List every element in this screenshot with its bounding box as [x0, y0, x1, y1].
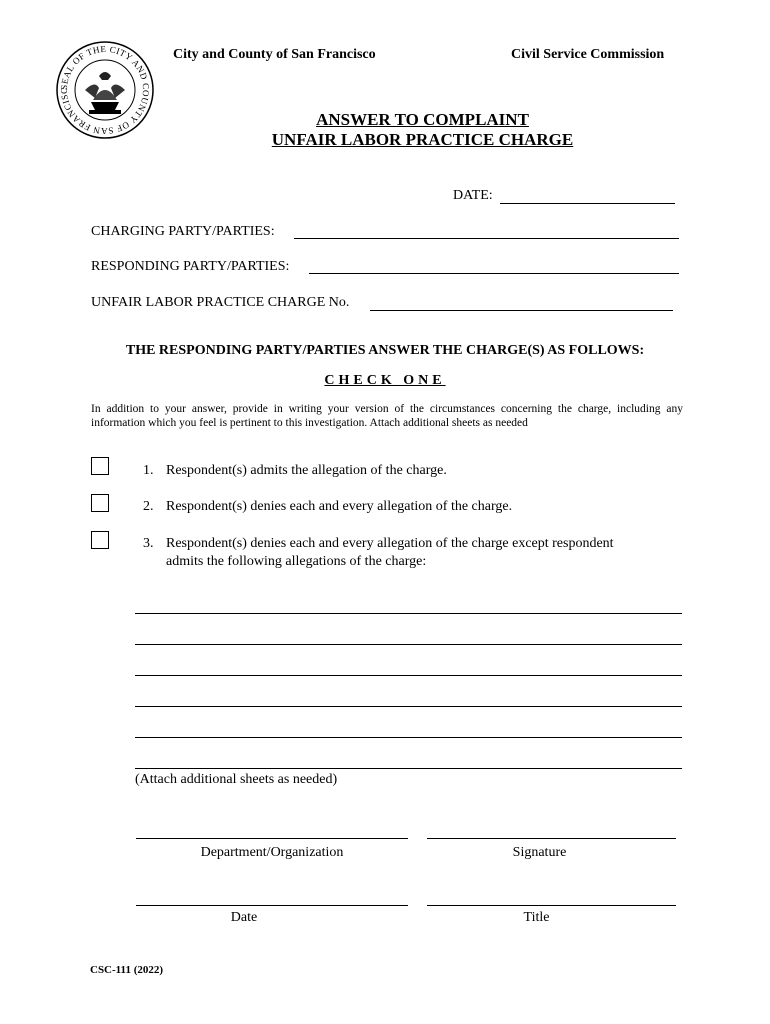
date-label: DATE:: [453, 188, 493, 203]
check-one-heading: CHECK ONE: [324, 373, 446, 388]
allegation-line[interactable]: [135, 737, 682, 738]
answer-heading: THE RESPONDING PARTY/PARTIES ANSWER THE CHARGE(S) AS FOLLOWS:: [125, 343, 645, 358]
header-city: City and County of San Francisco: [173, 47, 376, 62]
option-3-number: 3.: [143, 536, 154, 551]
allegation-line[interactable]: [135, 706, 682, 707]
charging-party-label: CHARGING PARTY/PARTIES:: [91, 224, 275, 239]
option-2-number: 2.: [143, 499, 154, 514]
signature-field[interactable]: [427, 838, 676, 839]
ulp-charge-label: UNFAIR LABOR PRACTICE CHARGE No.: [91, 295, 350, 310]
allegation-line[interactable]: [135, 768, 682, 769]
header-commission: Civil Service Commission: [511, 47, 665, 62]
title-line-1: ANSWER TO COMPLAINT: [316, 110, 529, 129]
charging-party-field[interactable]: [294, 238, 679, 239]
option-1-text: Respondent(s) admits the allegation of the charge.: [166, 463, 447, 478]
signature-label: Signature: [512, 845, 567, 860]
option-2-checkbox[interactable]: [91, 494, 109, 512]
option-3-text: Respondent(s) denies each and every allegation of the charge except respondent: [166, 536, 614, 551]
attach-note: (Attach additional sheets as needed): [135, 772, 338, 787]
ulp-charge-field[interactable]: [370, 310, 673, 311]
allegation-line[interactable]: [135, 675, 682, 676]
title-field[interactable]: [427, 905, 676, 906]
department-field[interactable]: [136, 838, 408, 839]
form-number: CSC-111 (2022): [90, 964, 164, 976]
option-3-checkbox[interactable]: [91, 531, 109, 549]
option-3-text-continued: admits the following allegations of the charge:: [166, 554, 427, 569]
date-sign-field[interactable]: [136, 905, 408, 906]
responding-party-label: RESPONDING PARTY/PARTIES:: [91, 259, 290, 274]
option-1-checkbox[interactable]: [91, 457, 109, 475]
responding-party-field[interactable]: [309, 273, 679, 274]
seal-text: SEAL OF THE CITY AND COUNTY OF SAN FRANCISC: [58, 43, 152, 137]
date-sign-label: Date: [230, 910, 258, 925]
allegation-line[interactable]: [135, 644, 682, 645]
option-1-number: 1.: [143, 463, 154, 478]
date-field[interactable]: [500, 203, 675, 204]
allegation-line[interactable]: [135, 613, 682, 614]
option-2-text: Respondent(s) denies each and every allegation of the charge.: [166, 499, 513, 514]
department-label: Department/Organization: [200, 845, 344, 860]
title-label: Title: [523, 910, 550, 925]
title-line-2: UNFAIR LABOR PRACTICE CHARGE: [271, 130, 574, 149]
instructions-text: In addition to your answer, provide in writing your version of the circumstances concerning the charge, including any information which you feel is pertinent to this investigation. Attach additional sheets as needed: [91, 403, 683, 429]
